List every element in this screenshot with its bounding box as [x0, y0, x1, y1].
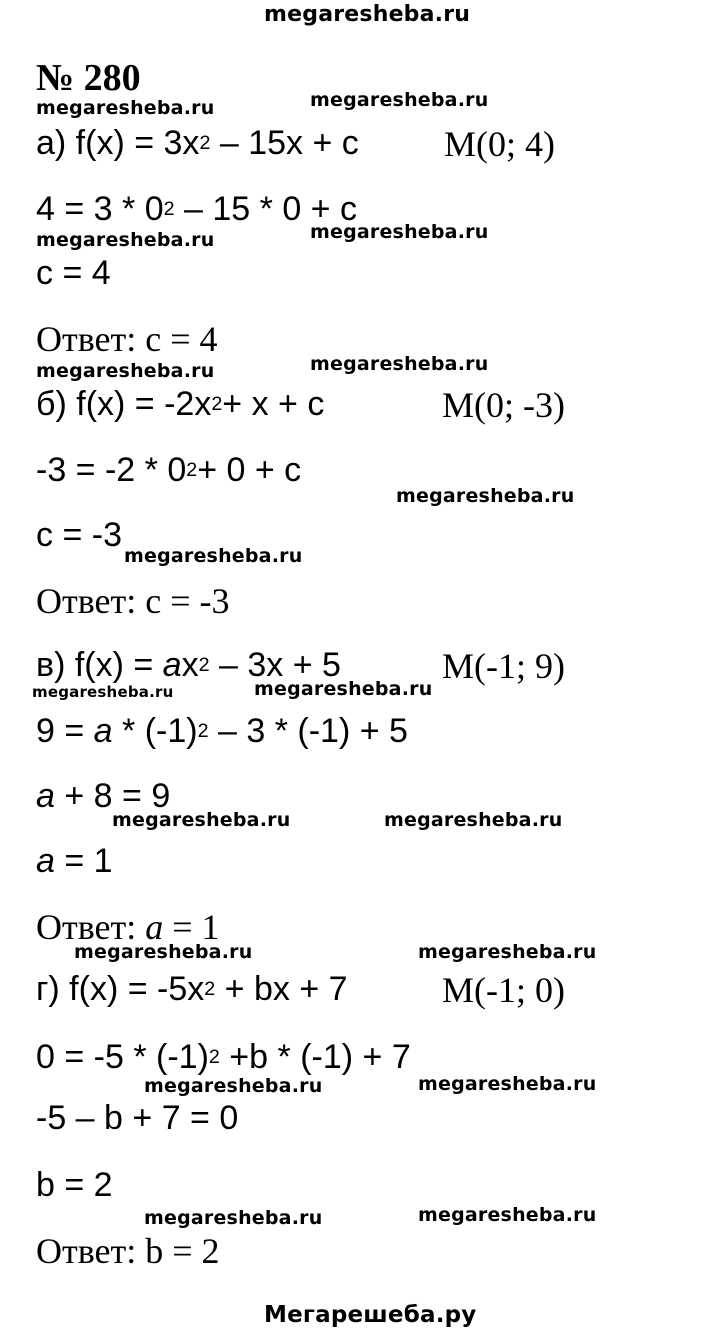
- watermark: megaresheba.ru: [310, 353, 489, 375]
- part-g-result: b = 2: [36, 1166, 113, 1204]
- watermark: megaresheba.ru: [36, 360, 215, 382]
- part-a-answer: Ответ: c = 4: [36, 319, 218, 359]
- watermark: megaresheba.ru: [32, 683, 174, 701]
- watermark: megaresheba.ru: [418, 1204, 597, 1226]
- watermark: megaresheba.ru: [124, 545, 303, 567]
- site-header: megaresheba.ru: [264, 2, 471, 27]
- watermark: megaresheba.ru: [112, 809, 291, 831]
- watermark: megaresheba.ru: [144, 1207, 323, 1229]
- part-g-point: M(-1; 0): [442, 970, 565, 1010]
- watermark: megaresheba.ru: [310, 89, 489, 111]
- part-b-result: c = -3: [36, 516, 122, 554]
- watermark: megaresheba.ru: [384, 809, 563, 831]
- watermark: megaresheba.ru: [144, 1075, 323, 1097]
- watermark: megaresheba.ru: [418, 1073, 597, 1095]
- watermark: megaresheba.ru: [74, 941, 253, 963]
- part-b-equation: б) $f(x) = -2x^2+ x + c$: [36, 385, 325, 423]
- part-g-step: $0 = -5 * (-1)^2 +b * (-1) + 7$: [36, 1038, 411, 1076]
- part-a-equation: а) $f(x) = 3x^2 - 15x + c$: [36, 124, 359, 162]
- part-a-result: c = 4: [36, 254, 111, 292]
- watermark: megaresheba.ru: [254, 678, 433, 700]
- watermark: megaresheba.ru: [310, 221, 489, 243]
- part-v-step-2: a + 8 = 9: [36, 777, 171, 815]
- watermark: megaresheba.ru: [36, 97, 215, 119]
- watermark: megaresheba.ru: [36, 229, 215, 251]
- part-a-point: M(0; 4): [444, 124, 555, 164]
- part-b-step: $-3 = -2 * 0^2+ 0 + c$: [36, 451, 302, 489]
- part-v-step: $9 = a * (-1)^2 - 3 * (-1) + 5$: [36, 712, 408, 750]
- part-b-point: M(0; -3): [442, 385, 565, 425]
- part-v-result: a = 1: [36, 842, 113, 880]
- part-b-answer: Ответ: c = -3: [36, 581, 230, 621]
- watermark: megaresheba.ru: [396, 485, 575, 507]
- part-g-answer: Ответ: b = 2: [36, 1231, 220, 1271]
- part-g-step-2: -5 – b + 7 = 0: [36, 1099, 239, 1137]
- problem-number: № 280: [36, 57, 141, 99]
- site-footer: Мегарешеба.ру: [264, 1302, 477, 1328]
- watermark: megaresheba.ru: [418, 941, 597, 963]
- part-v-point: M(-1; 9): [442, 646, 565, 686]
- part-g-equation: г) $f(x) = -5x^2$ + bx + 7: [36, 970, 348, 1008]
- part-v-equation: в) $f(x) = ax^2 - 3x + 5$: [36, 646, 341, 684]
- part-v-answer: Ответ: a = 1: [36, 907, 220, 947]
- part-a-step: $4 = 3 * 0^2 - 15 * 0 + c$: [36, 190, 357, 228]
